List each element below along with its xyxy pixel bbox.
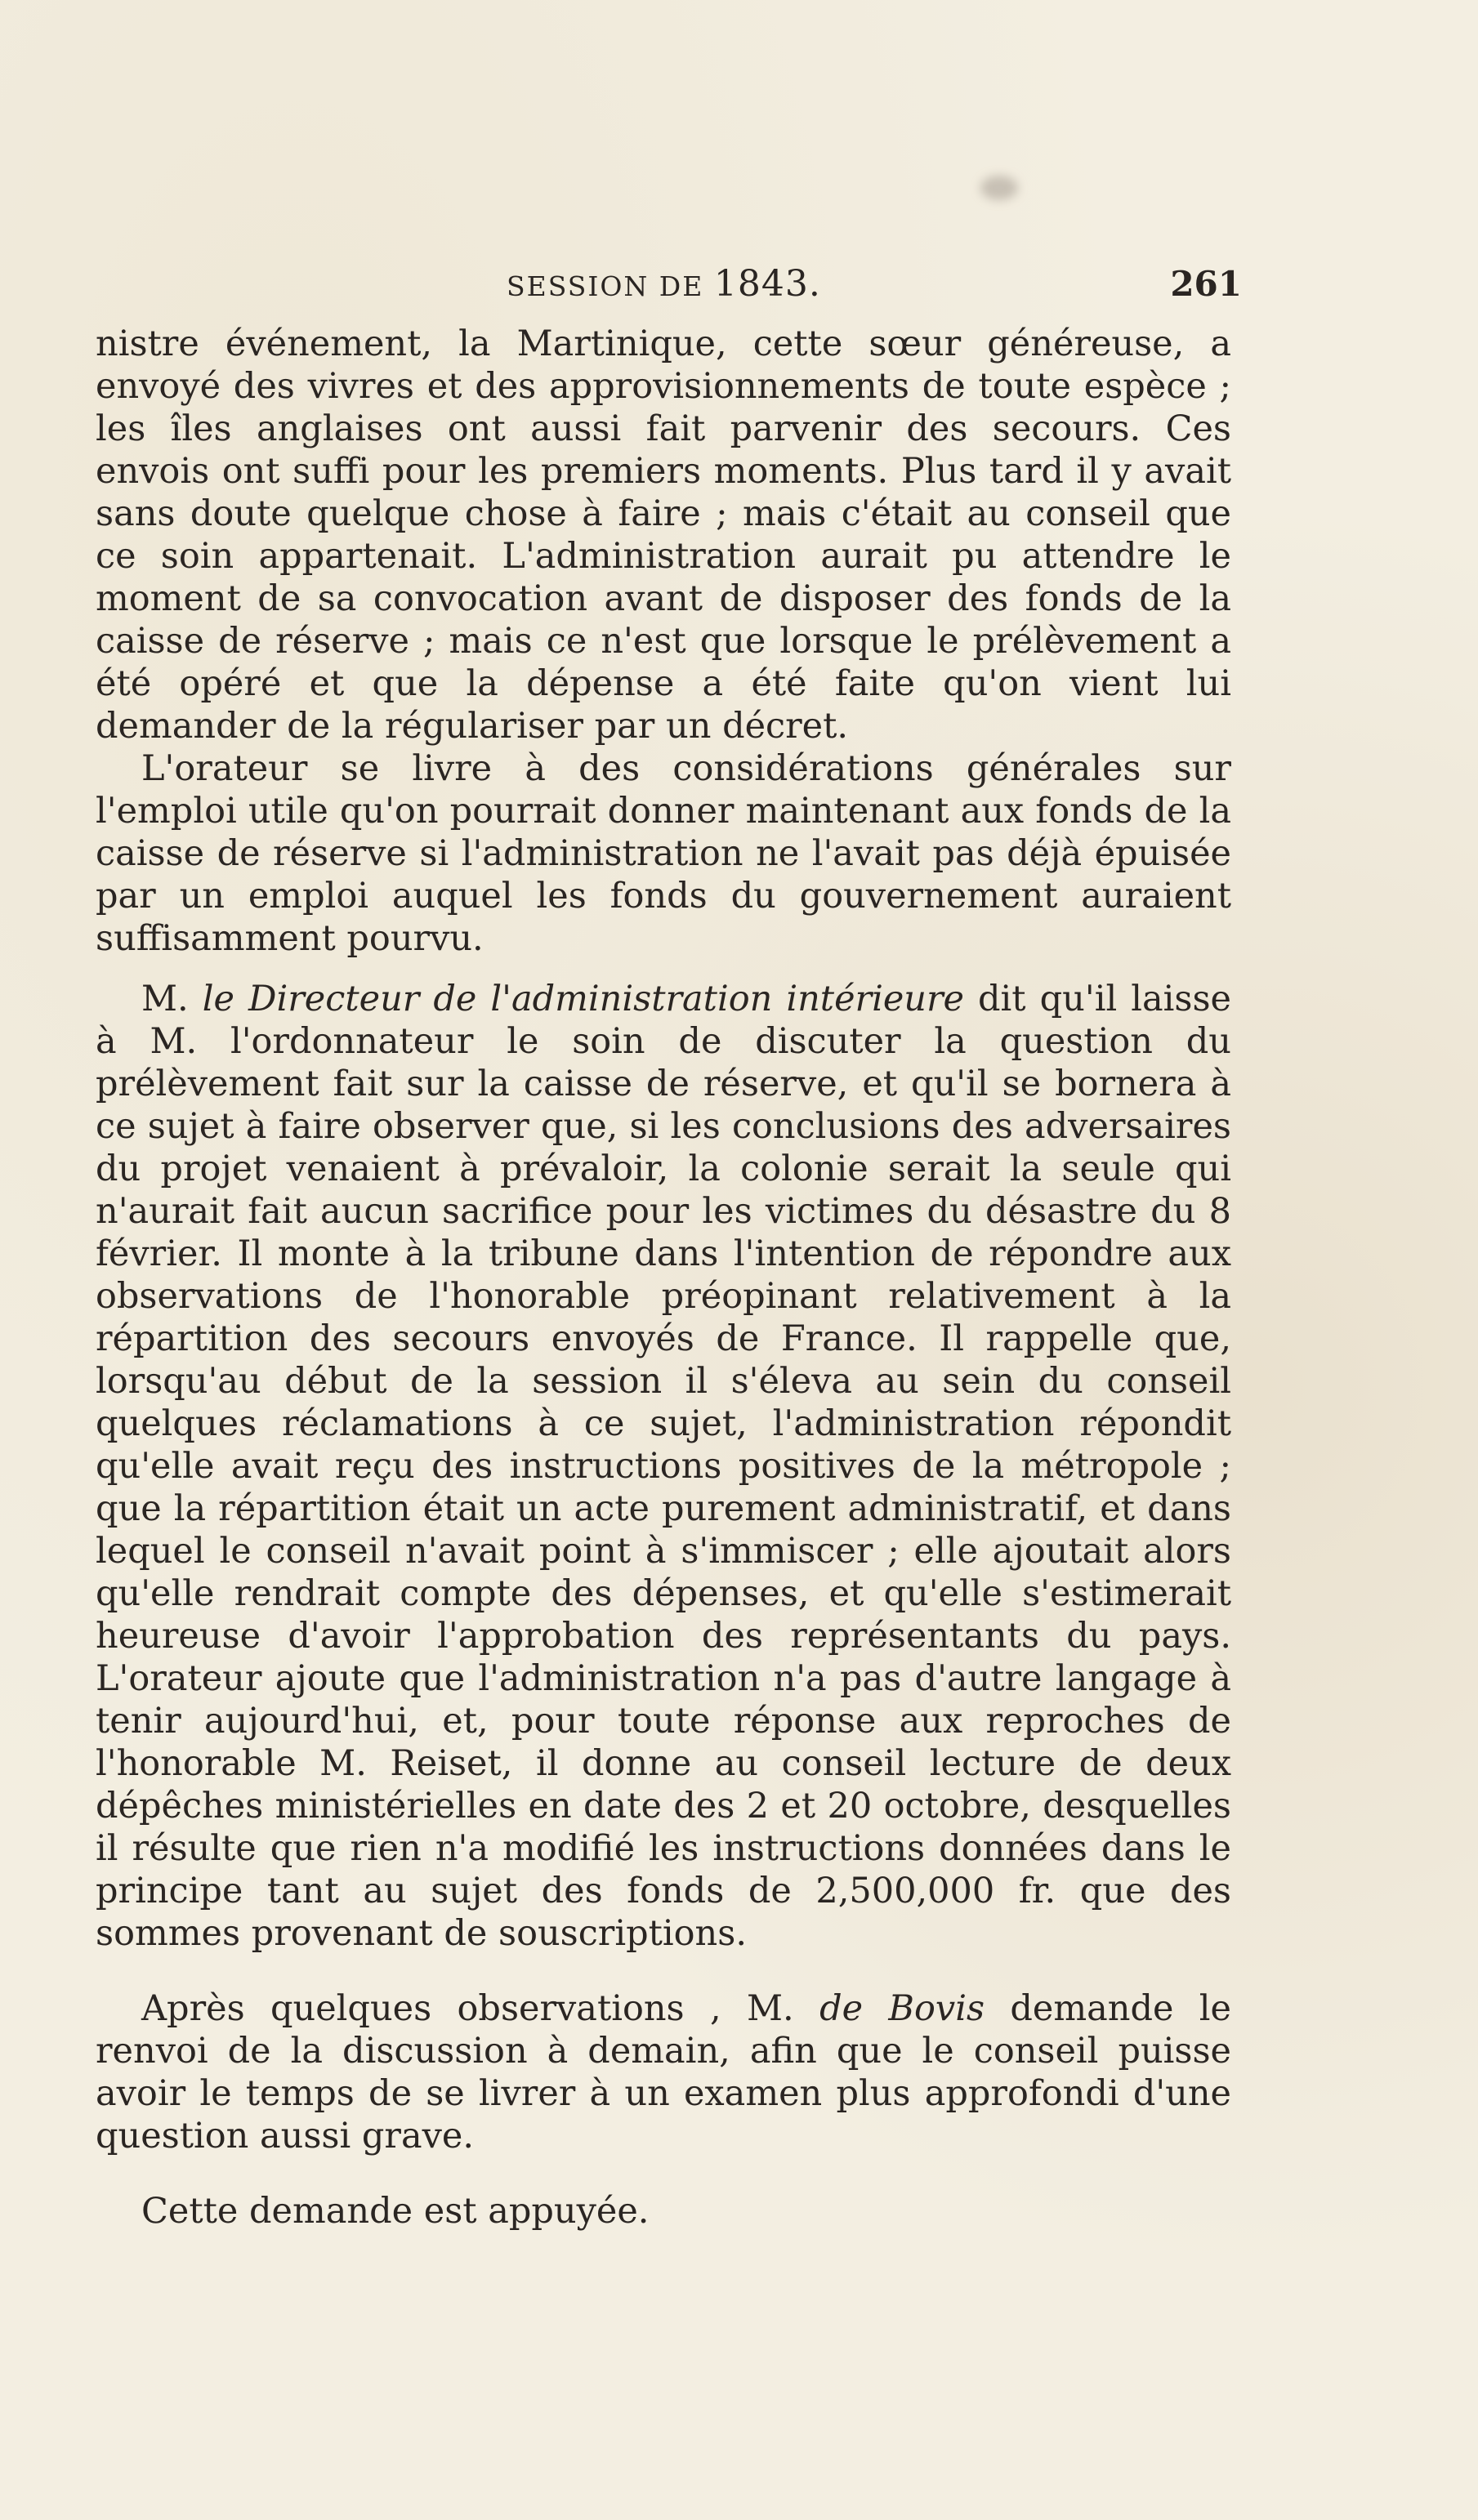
paragraph-spacer: [96, 1955, 1231, 1987]
running-head: [507, 260, 821, 311]
paragraph-spacer: [96, 960, 1231, 978]
speaker-name: le Directeur de l'administration intérieure: [202, 979, 964, 1019]
paragraph-3: M. le Directeur de l'administration intérieure dit qu'il laisse à M. l'ordonnateur le soin de discuter la question du prélèvement fait sur la caisse de réserve, et qu'il se bornera à ce sujet à faire observer que, si les conclusions des adversaires du projet venaient à prévaloir, la colonie serait la seule qui n'aurait fait aucun sacrifice pour les victimes du désastre du 8 février. Il monte à la tribune dans l'intention de répondre aux observations de l'honorable préopinant relativement à la répartition des secours envoyés de France. Il rappelle que, lorsqu'au début de la session il s'éleva au sein du conseil quelques réclamations à ce sujet, l'administration répondit qu'elle avait reçu des instructions positives de la métropole ; que la répartition était un acte purement administratif, et dans lequel le conseil n'avait point à s'immiscer ; elle ajoutait alors qu'elle rendrait compte des dépenses, et qu'elle s'estimerait heureuse d'avoir l'approbation des représentants du pays. L'orateur ajoute que l'administration n'a pas d'autre langage à tenir aujourd'hui, et, pour toute réponse aux reproches de l'honorable M. Reiset, il donne au conseil lecture de deux dépêches ministérielles en date des 2 et 20 octobre, desquelles il résulte que rien n'a modifié les instructions données dans le principe tant au sujet des fonds de 2,500,000 fr. que des sommes provenant de souscriptions.: [96, 979, 1231, 1954]
paragraph-1: nistre événement, la Martinique, cette sœur généreuse, a envoyé des vivres et des approvisionnements de toute espèce ; les îles anglaises ont aussi fait parvenir des secours. Ces envois ont suffi pour les premiers moments. Plus tard il y avait sans doute quelque chose à faire ; mais c'était au conseil que ce soin appartenait. L'administration aurait pu attendre le moment de sa convocation avant de disposer des fonds de la caisse de réserve ; mais ce n'est que lorsque le prélèvement a été opéré et que la dépense a été faite qu'on vient lui demander de la régulariser par un décret.: [96, 323, 1231, 747]
running-head-year: 1843.: [713, 263, 821, 305]
page-number: 261: [1170, 264, 1242, 304]
paragraph-4: Après quelques observations , M. de Bovis demande le renvoi de la discussion à demain, afin que le conseil puisse avoir le temps de se livrer à un examen plus approfondi d'une question aussi grave.: [96, 1988, 1231, 2156]
ink-stain: [980, 176, 1018, 200]
body-text: [96, 323, 1231, 2232]
page-header: [507, 260, 1242, 309]
paragraph-2: L'orateur se livre à des considérations générales sur l'emploi utile qu'on pourrait donner maintenant aux fonds de la caisse de réserve si l'administration ne l'avait pas déjà épuisée par un emploi auquel les fonds du gouvernement auraient suffisamment pourvu.: [96, 748, 1231, 959]
paragraph-spacer: [96, 2157, 1231, 2190]
speaker-name: de Bovis: [819, 1988, 985, 2029]
running-head-label: SESSION DE: [507, 270, 704, 302]
paragraph-5: Cette demande est appuyée.: [141, 2191, 650, 2232]
